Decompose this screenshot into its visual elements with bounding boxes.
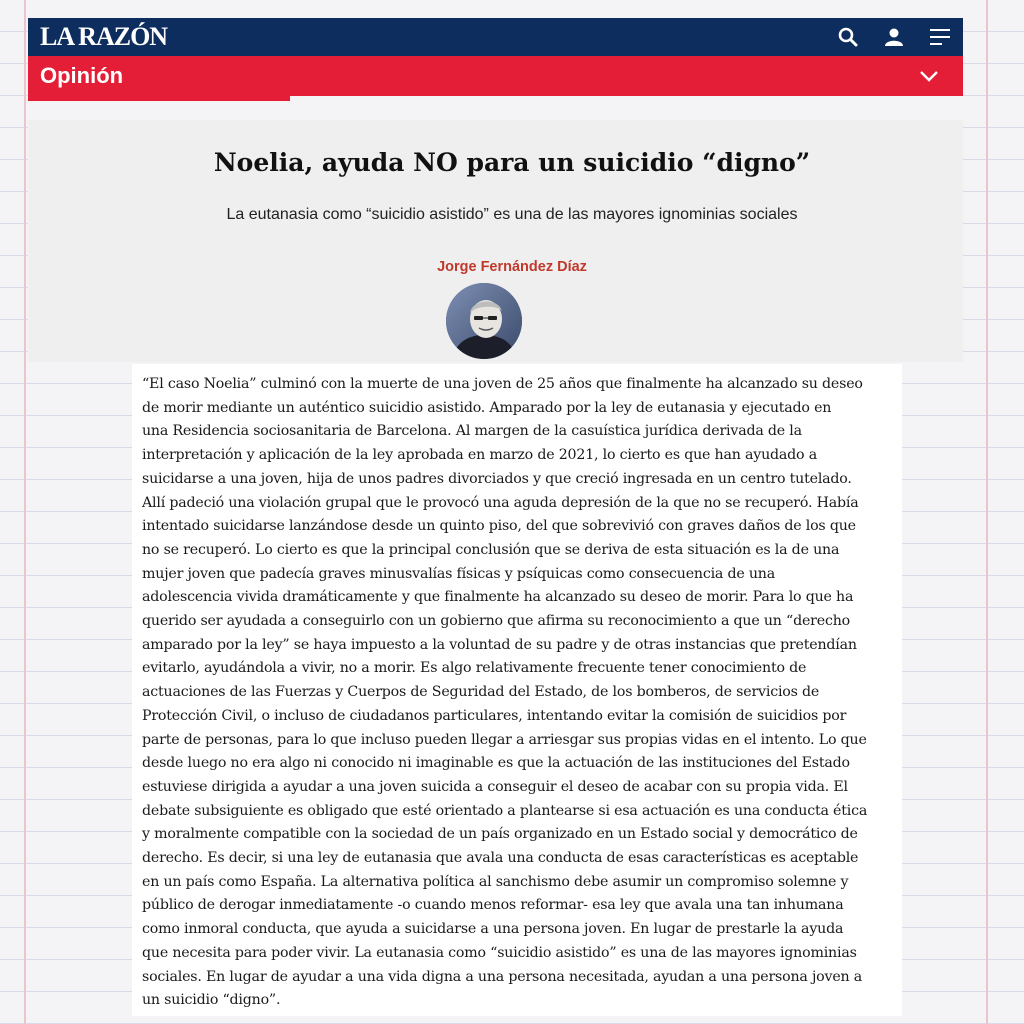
- article-body-line: “El caso Noelia” culminó con la muerte de una joven de 25 años que finalmente ha alcanzado su deseo: [142, 376, 863, 392]
- section-underline: [28, 96, 290, 101]
- section-bar: [28, 56, 963, 96]
- article-body-line: adolescencia vivida dramáticamente y que finalmente ha alcanzado su deseo de morir. Para lo que ha: [142, 589, 854, 606]
- article-body-line: en un país como España. La alternativa política al sanchismo debe asumir un compromiso solemne y: [142, 873, 849, 890]
- article-body-line: debate subsiguiente es obligado que esté orientado a plantearse si esa actuación es una conducta ética: [142, 802, 868, 819]
- article-body-line: desde luego no era algo ni conocido ni imaginable es que la actuación de las instituciones del Estado: [142, 755, 850, 772]
- article-body-line: una Residencia sociosanitaria de Barcelona. Al margen de la casuística jurídica derivada de la: [142, 423, 802, 440]
- article-body-line: un suicidio “digno”.: [142, 992, 281, 1009]
- article-body-line: derecho. Es decir, si una ley de eutanasia que avala una conducta de esas características es aceptable: [142, 850, 859, 867]
- article-body-line: mujer joven que padecía graves minusvalías físicas y psíquicas como consecuencia de una: [142, 565, 776, 582]
- article-body-line: actuaciones de las Fuerzas y Cuerpos de Seguridad del Estado, de los bomberos, de servicios de: [142, 684, 820, 701]
- article-body-line: Allí padeció una violación grupal que le provocó una aguda depresión de la que no se recuperó. Había: [142, 494, 859, 511]
- article-body-line: Protección Civil, o incluso de ciudadanos particulares, intentando evitar la comisión de suicidios por: [142, 707, 847, 724]
- article-body-line: estuviese dirigida a ayudar a una joven suicida a conseguir el deseo de acabar con su propia vida. El: [142, 778, 848, 795]
- article-body-line: sociales. En lugar de ayudar a una vida digna a una persona necesitada, ayudan a una persona joven a: [142, 968, 863, 985]
- author-name[interactable]: Jorge Fernández Díaz: [437, 259, 587, 275]
- menu-icon[interactable]: [929, 26, 951, 48]
- section-title[interactable]: Opinión: [40, 63, 124, 88]
- article-subtitle: La eutanasia como “suicidio asistido” es una de las mayores ignominias sociales: [226, 206, 798, 223]
- article-body-line: público de derogar inmediatamente -o cuando menos reformar- esa ley que avala una tan inhumana: [142, 897, 844, 914]
- site-logo[interactable]: LA RAZÓN: [40, 22, 168, 51]
- article-body-line: suicidarse a una joven, hija de unos padres divorciados y que creció ingresada en un centro tutelado.: [142, 470, 852, 487]
- chevron-down-icon[interactable]: [919, 65, 941, 87]
- article-body-line: parte de personas, para lo que incluso pueden llegar a arriesgar sus propias vidas en el intento. Lo que: [142, 731, 867, 748]
- article-body-line: no se recuperó. Lo cierto es que la principal conclusión que se deriva de esta situación es la de una: [142, 541, 840, 558]
- article-body-line: querido ser ayudada a conseguirlo con un gobierno que afirma su reconocimiento a que un “derecho: [142, 613, 850, 630]
- article-body-line: intentado suicidarse lanzándose desde un quinto piso, del que sobrevivió con graves daños de los que: [142, 518, 856, 535]
- search-icon[interactable]: [837, 26, 859, 48]
- article-title: Noelia, ayuda NO para un suicidio “digno”: [213, 148, 811, 177]
- user-icon[interactable]: [883, 26, 905, 48]
- top-navigation-bar: [28, 18, 963, 56]
- article-body-line: como inmoral conducta, que ayuda a suicidarse a una persona joven. En lugar de prestarle la ayuda: [142, 921, 844, 938]
- article-body-line: de morir mediante un auténtico suicidio asistido. Amparado por la ley de eutanasia y ejecutado en: [142, 399, 832, 416]
- author-avatar[interactable]: [446, 283, 522, 359]
- article-body-line: que necesita para poder vivir. La eutanasia como “suicidio asistido” es una de las mayores ignominias: [142, 944, 857, 961]
- article-body-line: evitarlo, ayudándola a vivir, no a morir. Es algo relativamente frecuente tener conocimiento de: [142, 660, 807, 677]
- article-body: [132, 364, 902, 1016]
- article-body-line: y moralmente compatible con la sociedad de un país organizado en un Estado social y democrático de: [142, 826, 858, 843]
- article-body-line: amparado por la ley” se haya impuesto a la voluntad de su padre y de otras instancias que pretendían: [142, 636, 857, 653]
- article-body-line: interpretación y aplicación de la ley aprobada en marzo de 2021, lo cierto es que han ayudado a: [142, 447, 817, 464]
- header-actions: [837, 26, 951, 48]
